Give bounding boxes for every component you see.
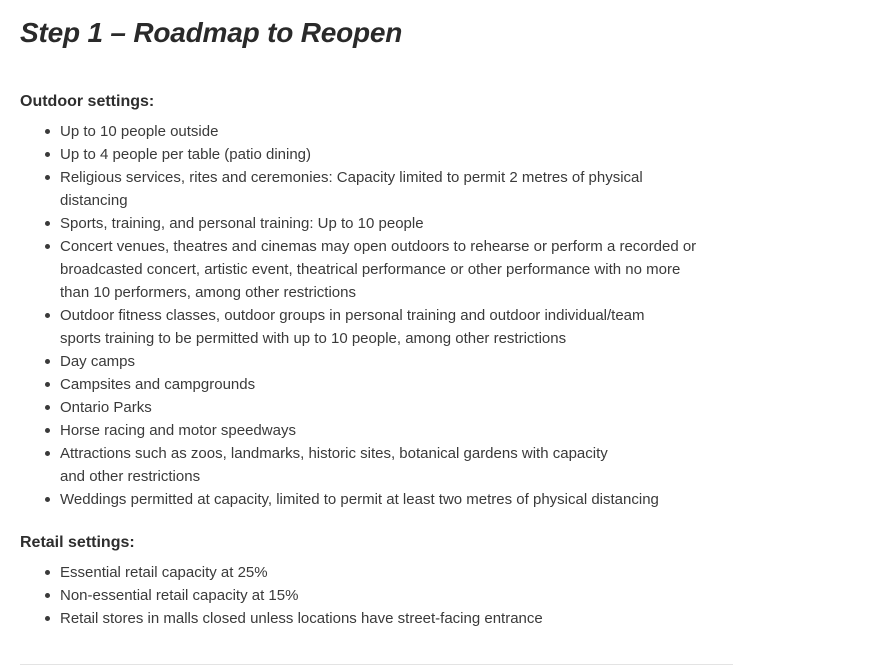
bullet-icon bbox=[45, 221, 50, 226]
list-item bbox=[60, 350, 735, 373]
list-item bbox=[60, 607, 735, 630]
list-item-text: Retail stores in malls closed unless locations have street-facing entrance bbox=[60, 610, 543, 627]
list-item-text: Up to 4 people per table (patio dining) bbox=[60, 146, 312, 163]
bullet-icon bbox=[45, 405, 50, 410]
list-item bbox=[60, 488, 735, 511]
bullet-icon bbox=[45, 451, 50, 456]
list-item-text: distancing bbox=[60, 192, 128, 209]
bullet-icon bbox=[45, 175, 50, 180]
bullet-icon bbox=[45, 359, 50, 364]
retail-settings-list bbox=[20, 561, 735, 630]
bullet-icon bbox=[45, 570, 50, 575]
list-item bbox=[60, 166, 735, 212]
bullet-icon bbox=[45, 129, 50, 134]
section-divider bbox=[20, 664, 733, 665]
list-item-text: Ontario Parks bbox=[60, 399, 152, 416]
list-item bbox=[60, 419, 735, 442]
outdoor-settings-heading: Outdoor settings: bbox=[20, 93, 155, 110]
retail-settings-heading: Retail settings: bbox=[20, 534, 135, 551]
list-item bbox=[60, 212, 735, 235]
list-item-text: than 10 performers, among other restrictions bbox=[60, 284, 356, 301]
list-item bbox=[60, 561, 735, 584]
list-item-text: Up to 10 people outside bbox=[60, 123, 219, 140]
list-item-text: Weddings permitted at capacity, limited to permit at least two metres of physical distancing bbox=[60, 491, 659, 508]
bullet-icon bbox=[45, 244, 50, 249]
list-item bbox=[60, 143, 735, 166]
bullet-icon bbox=[45, 152, 50, 157]
list-item-text: Campsites and campgrounds bbox=[60, 376, 256, 393]
list-item-text: Horse racing and motor speedways bbox=[60, 422, 296, 439]
list-item bbox=[60, 304, 735, 350]
list-item bbox=[60, 373, 735, 396]
list-item bbox=[60, 396, 735, 419]
list-item-text: Non-essential retail capacity at 15% bbox=[60, 587, 299, 604]
list-item bbox=[60, 584, 735, 607]
list-item-text: Concert venues, theatres and cinemas may open outdoors to rehearse or perform a recorded or bbox=[60, 238, 697, 255]
bullet-icon bbox=[45, 616, 50, 621]
outdoor-settings-list bbox=[20, 120, 735, 511]
bullet-icon bbox=[45, 428, 50, 433]
page-title: Step 1 – Roadmap to Reopen bbox=[20, 17, 403, 48]
list-item-text: Sports, training, and personal training: Up to 10 people bbox=[60, 215, 424, 232]
bullet-icon bbox=[45, 593, 50, 598]
list-item-text: Religious services, rites and ceremonies: Capacity limited to permit 2 metres of physical bbox=[60, 169, 643, 186]
list-item-text: broadcasted concert, artistic event, theatrical performance or other performance with no more bbox=[60, 261, 681, 278]
list-item-text: Outdoor fitness classes, outdoor groups in personal training and outdoor individual/team bbox=[60, 307, 645, 324]
list-item-text: sports training to be permitted with up to 10 people, among other restrictions bbox=[60, 330, 567, 347]
article-content bbox=[20, 0, 735, 630]
bullet-icon bbox=[45, 497, 50, 502]
list-item bbox=[60, 235, 735, 304]
list-item bbox=[60, 442, 735, 488]
list-item-text: Essential retail capacity at 25% bbox=[60, 564, 268, 581]
list-item bbox=[60, 120, 735, 143]
list-item-text: and other restrictions bbox=[60, 468, 201, 485]
bullet-icon bbox=[45, 382, 50, 387]
list-item-text: Attractions such as zoos, landmarks, historic sites, botanical gardens with capacity bbox=[60, 445, 608, 462]
bullet-icon bbox=[45, 313, 50, 318]
list-item-text: Day camps bbox=[60, 353, 136, 370]
